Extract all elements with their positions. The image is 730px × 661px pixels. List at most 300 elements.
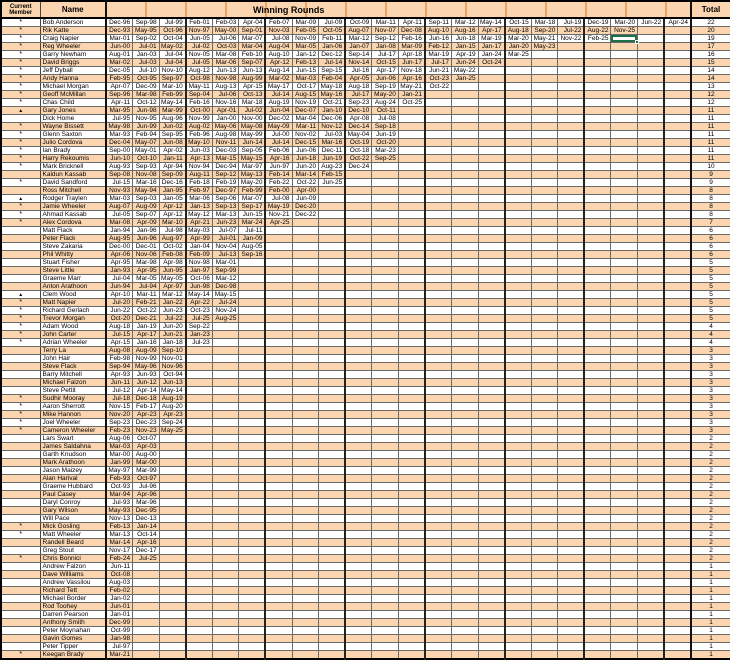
cell-date[interactable]	[398, 307, 425, 315]
cell-member-marker[interactable]	[1, 603, 40, 611]
cell-date[interactable]	[452, 139, 479, 147]
cell-date[interactable]	[478, 523, 505, 531]
cell-date[interactable]	[452, 539, 479, 547]
cell-date[interactable]	[345, 299, 372, 307]
cell-date[interactable]	[452, 299, 479, 307]
cell-member-marker[interactable]	[1, 171, 40, 179]
cell-total[interactable]: 5	[691, 283, 730, 291]
cell-date[interactable]: Oct-13	[239, 91, 266, 99]
cell-member-marker[interactable]	[1, 579, 40, 587]
cell-date[interactable]: May-02	[159, 43, 186, 51]
cell-date[interactable]: Oct-02	[159, 243, 186, 251]
header-total[interactable]: Total	[691, 1, 730, 18]
cell-date[interactable]	[611, 275, 638, 283]
cell-date[interactable]	[292, 443, 319, 451]
cell-date[interactable]	[531, 315, 558, 323]
cell-date[interactable]	[584, 475, 611, 483]
cell-date[interactable]: Sep-15	[319, 67, 346, 75]
cell-member-marker[interactable]: *	[1, 51, 40, 59]
cell-date[interactable]: Jul-02	[186, 43, 213, 51]
cell-total[interactable]: 3	[691, 363, 730, 371]
cell-date[interactable]	[664, 523, 691, 531]
cell-date[interactable]: Apr-07	[106, 83, 133, 91]
cell-date[interactable]	[611, 467, 638, 475]
cell-date[interactable]	[584, 251, 611, 259]
cell-date[interactable]	[505, 331, 532, 339]
cell-date[interactable]	[664, 475, 691, 483]
cell-date[interactable]	[611, 579, 638, 587]
cell-date[interactable]	[372, 251, 399, 259]
cell-date[interactable]	[212, 531, 239, 539]
cell-date[interactable]: Jun-18	[292, 155, 319, 163]
cell-date[interactable]	[186, 603, 213, 611]
cell-date[interactable]: Mar-04	[292, 115, 319, 123]
cell-total[interactable]: 16	[691, 51, 730, 59]
cell-date[interactable]	[638, 571, 665, 579]
cell-date[interactable]	[558, 411, 585, 419]
cell-date[interactable]: Jul-11	[239, 227, 266, 235]
cell-date[interactable]	[425, 587, 452, 595]
cell-date[interactable]: Mar-16	[133, 179, 160, 187]
cell-date[interactable]	[531, 595, 558, 603]
cell-date[interactable]: Aug-19	[159, 395, 186, 403]
cell-date[interactable]	[212, 371, 239, 379]
cell-date[interactable]	[611, 371, 638, 379]
cell-date[interactable]: Dec-97	[212, 187, 239, 195]
cell-date[interactable]	[611, 563, 638, 571]
cell-date[interactable]	[558, 515, 585, 523]
cell-date[interactable]: Jun-05	[186, 35, 213, 43]
cell-date[interactable]	[292, 419, 319, 427]
cell-date[interactable]	[452, 91, 479, 99]
cell-date[interactable]	[478, 219, 505, 227]
cell-date[interactable]	[133, 587, 160, 595]
cell-date[interactable]	[159, 435, 186, 443]
cell-date[interactable]: Mar-18	[531, 18, 558, 27]
cell-date[interactable]: Dec-21	[133, 315, 160, 323]
cell-date[interactable]	[398, 315, 425, 323]
cell-date[interactable]	[611, 379, 638, 387]
cell-date[interactable]	[505, 211, 532, 219]
cell-date[interactable]	[558, 499, 585, 507]
cell-date[interactable]: May-00	[212, 27, 239, 35]
cell-name[interactable]: Steve Flack	[40, 363, 106, 371]
cell-date[interactable]	[584, 387, 611, 395]
cell-date[interactable]	[664, 363, 691, 371]
cell-member-marker[interactable]: *	[1, 67, 40, 75]
cell-date[interactable]	[265, 315, 292, 323]
cell-date[interactable]	[664, 595, 691, 603]
cell-date[interactable]	[133, 595, 160, 603]
cell-date[interactable]: May-04	[345, 131, 372, 139]
cell-date[interactable]	[638, 107, 665, 115]
cell-date[interactable]	[531, 291, 558, 299]
cell-total[interactable]: 4	[691, 323, 730, 331]
cell-date[interactable]	[638, 395, 665, 403]
cell-date[interactable]: Mar-94	[106, 491, 133, 499]
cell-name[interactable]: Mark Arathoon	[40, 459, 106, 467]
cell-date[interactable]: Jan-23	[186, 331, 213, 339]
cell-date[interactable]	[638, 227, 665, 235]
cell-date[interactable]	[425, 379, 452, 387]
cell-date[interactable]	[186, 419, 213, 427]
cell-date[interactable]	[478, 387, 505, 395]
cell-date[interactable]	[638, 323, 665, 331]
cell-date[interactable]	[505, 243, 532, 251]
cell-name[interactable]: Keegan Brady	[40, 651, 106, 660]
cell-date[interactable]	[478, 587, 505, 595]
cell-date[interactable]	[664, 635, 691, 643]
cell-date[interactable]: Jun-03	[186, 147, 213, 155]
cell-date[interactable]	[478, 571, 505, 579]
cell-date[interactable]	[558, 603, 585, 611]
cell-date[interactable]	[611, 99, 638, 107]
cell-date[interactable]: Aug-10	[425, 27, 452, 35]
cell-date[interactable]	[133, 571, 160, 579]
cell-date[interactable]	[239, 619, 266, 627]
cell-date[interactable]	[425, 123, 452, 131]
cell-date[interactable]	[531, 259, 558, 267]
cell-date[interactable]: Jul-93	[106, 499, 133, 507]
cell-date[interactable]	[372, 475, 399, 483]
cell-date[interactable]	[505, 131, 532, 139]
cell-date[interactable]	[159, 643, 186, 651]
cell-date[interactable]	[345, 227, 372, 235]
cell-date[interactable]	[239, 403, 266, 411]
cell-date[interactable]: May-23	[531, 43, 558, 51]
cell-member-marker[interactable]	[1, 227, 40, 235]
cell-date[interactable]	[398, 443, 425, 451]
cell-date[interactable]	[638, 51, 665, 59]
cell-date[interactable]	[611, 43, 638, 51]
cell-date[interactable]: Jul-08	[372, 115, 399, 123]
cell-date[interactable]	[212, 579, 239, 587]
cell-date[interactable]	[425, 259, 452, 267]
cell-date[interactable]	[345, 435, 372, 443]
cell-date[interactable]	[611, 67, 638, 75]
cell-date[interactable]: Oct-22	[425, 83, 452, 91]
cell-date[interactable]: Sep-01	[239, 27, 266, 35]
cell-date[interactable]	[505, 91, 532, 99]
cell-date[interactable]	[531, 603, 558, 611]
cell-date[interactable]	[584, 555, 611, 563]
cell-date[interactable]	[611, 363, 638, 371]
cell-date[interactable]	[372, 387, 399, 395]
cell-date[interactable]	[558, 611, 585, 619]
cell-date[interactable]	[664, 107, 691, 115]
cell-date[interactable]: Dec-17	[133, 547, 160, 555]
cell-date[interactable]	[372, 563, 399, 571]
cell-date[interactable]	[638, 627, 665, 635]
cell-name[interactable]: Matt Flack	[40, 227, 106, 235]
cell-date[interactable]	[159, 515, 186, 523]
cell-date[interactable]	[212, 611, 239, 619]
cell-date[interactable]	[505, 603, 532, 611]
cell-date[interactable]	[505, 115, 532, 123]
cell-date[interactable]: Dec-24	[345, 163, 372, 171]
cell-date[interactable]	[505, 563, 532, 571]
cell-date[interactable]	[239, 371, 266, 379]
cell-total[interactable]: 3	[691, 403, 730, 411]
cell-date[interactable]	[611, 555, 638, 563]
cell-date[interactable]	[345, 483, 372, 491]
cell-date[interactable]	[505, 187, 532, 195]
cell-name[interactable]: Adrian Wheeler	[40, 339, 106, 347]
cell-date[interactable]	[531, 307, 558, 315]
cell-date[interactable]	[239, 307, 266, 315]
cell-member-marker[interactable]	[1, 355, 40, 363]
cell-date[interactable]	[452, 243, 479, 251]
cell-date[interactable]	[558, 627, 585, 635]
cell-date[interactable]	[505, 475, 532, 483]
cell-date[interactable]	[425, 251, 452, 259]
cell-date[interactable]	[425, 227, 452, 235]
cell-date[interactable]	[638, 219, 665, 227]
cell-date[interactable]: Sep-02	[133, 35, 160, 43]
cell-date[interactable]	[186, 371, 213, 379]
cell-date[interactable]	[584, 627, 611, 635]
cell-date[interactable]	[265, 491, 292, 499]
cell-date[interactable]: Jul-23	[186, 339, 213, 347]
cell-date[interactable]	[664, 563, 691, 571]
cell-date[interactable]	[505, 419, 532, 427]
cell-date[interactable]	[638, 515, 665, 523]
cell-date[interactable]: Jun-94	[106, 283, 133, 291]
cell-date[interactable]: Dec-98	[212, 283, 239, 291]
cell-date[interactable]	[638, 75, 665, 83]
cell-date[interactable]	[425, 547, 452, 555]
cell-date[interactable]: Oct-03	[212, 43, 239, 51]
cell-member-marker[interactable]: *	[1, 331, 40, 339]
cell-date[interactable]: Mar-12	[159, 291, 186, 299]
cell-date[interactable]	[452, 523, 479, 531]
cell-date[interactable]	[265, 507, 292, 515]
cell-date[interactable]	[212, 475, 239, 483]
cell-date[interactable]	[425, 411, 452, 419]
cell-date[interactable]	[345, 531, 372, 539]
cell-date[interactable]	[425, 611, 452, 619]
cell-total[interactable]: 1	[691, 571, 730, 579]
cell-date[interactable]	[292, 467, 319, 475]
cell-date[interactable]	[452, 547, 479, 555]
cell-date[interactable]: Feb-24	[106, 555, 133, 563]
cell-date[interactable]: Sep-17	[239, 203, 266, 211]
cell-date[interactable]	[611, 83, 638, 91]
cell-date[interactable]	[159, 571, 186, 579]
cell-date[interactable]	[505, 483, 532, 491]
cell-date[interactable]	[372, 491, 399, 499]
cell-total[interactable]: 2	[691, 435, 730, 443]
cell-total[interactable]: 1	[691, 611, 730, 619]
cell-date[interactable]	[638, 35, 665, 43]
cell-date[interactable]: Jan-25	[452, 75, 479, 83]
cell-date[interactable]: Oct-15	[505, 18, 532, 27]
cell-date[interactable]	[425, 299, 452, 307]
cell-total[interactable]: 9	[691, 179, 730, 187]
cell-date[interactable]: Dec-00	[106, 243, 133, 251]
cell-member-marker[interactable]: *	[1, 427, 40, 435]
cell-date[interactable]	[452, 355, 479, 363]
cell-date[interactable]	[398, 587, 425, 595]
cell-date[interactable]	[611, 547, 638, 555]
cell-date[interactable]	[265, 339, 292, 347]
cell-date[interactable]: Jun-15	[239, 211, 266, 219]
cell-total[interactable]: 1	[691, 595, 730, 603]
cell-date[interactable]	[212, 339, 239, 347]
cell-date[interactable]	[584, 419, 611, 427]
cell-date[interactable]	[611, 603, 638, 611]
cell-date[interactable]: Nov-95	[133, 115, 160, 123]
cell-date[interactable]	[372, 195, 399, 203]
cell-date[interactable]	[531, 59, 558, 67]
cell-date[interactable]	[584, 83, 611, 91]
cell-date[interactable]	[239, 315, 266, 323]
cell-date[interactable]	[239, 299, 266, 307]
cell-date[interactable]: Nov-10	[159, 67, 186, 75]
cell-date[interactable]	[558, 219, 585, 227]
cell-date[interactable]: May-12	[186, 211, 213, 219]
cell-date[interactable]: Dec-22	[292, 211, 319, 219]
cell-date[interactable]	[611, 91, 638, 99]
cell-date[interactable]	[505, 579, 532, 587]
cell-date[interactable]: Jan-07	[345, 43, 372, 51]
cell-date[interactable]	[638, 427, 665, 435]
cell-date[interactable]: Jan-13	[186, 203, 213, 211]
cell-date[interactable]	[319, 595, 346, 603]
cell-date[interactable]	[664, 443, 691, 451]
cell-total[interactable]: 2	[691, 483, 730, 491]
cell-date[interactable]: Oct-98	[186, 75, 213, 83]
cell-date[interactable]	[265, 259, 292, 267]
cell-date[interactable]	[531, 179, 558, 187]
cell-date[interactable]	[319, 611, 346, 619]
cell-date[interactable]	[611, 195, 638, 203]
cell-date[interactable]	[319, 395, 346, 403]
cell-total[interactable]: 1	[691, 587, 730, 595]
cell-date[interactable]	[212, 395, 239, 403]
cell-date[interactable]: Apr-17	[133, 331, 160, 339]
cell-date[interactable]	[452, 99, 479, 107]
cell-date[interactable]	[558, 131, 585, 139]
cell-date[interactable]	[319, 195, 346, 203]
cell-date[interactable]	[319, 587, 346, 595]
cell-date[interactable]	[638, 283, 665, 291]
cell-name[interactable]: Gavin Gomes	[40, 635, 106, 643]
cell-date[interactable]	[292, 619, 319, 627]
cell-date[interactable]	[664, 147, 691, 155]
cell-date[interactable]	[452, 163, 479, 171]
cell-date[interactable]: Oct-10	[133, 155, 160, 163]
cell-date[interactable]: Apr-16	[133, 539, 160, 547]
cell-date[interactable]	[531, 347, 558, 355]
cell-date[interactable]	[531, 363, 558, 371]
cell-date[interactable]	[664, 451, 691, 459]
cell-date[interactable]: May-97	[106, 467, 133, 475]
cell-date[interactable]	[398, 491, 425, 499]
cell-total[interactable]: 9	[691, 171, 730, 179]
cell-date[interactable]	[638, 99, 665, 107]
cell-date[interactable]	[398, 243, 425, 251]
cell-date[interactable]	[265, 563, 292, 571]
cell-date[interactable]: Jul-25	[133, 555, 160, 563]
cell-date[interactable]	[398, 523, 425, 531]
cell-date[interactable]	[478, 347, 505, 355]
cell-date[interactable]	[159, 563, 186, 571]
cell-date[interactable]: Nov-09	[292, 35, 319, 43]
cell-member-marker[interactable]: *	[1, 419, 40, 427]
cell-date[interactable]	[319, 187, 346, 195]
cell-date[interactable]	[664, 643, 691, 651]
cell-date[interactable]: May-15	[239, 155, 266, 163]
cell-date[interactable]	[584, 219, 611, 227]
cell-date[interactable]: Jan-09	[239, 235, 266, 243]
cell-date[interactable]: Oct-25	[398, 99, 425, 107]
cell-date[interactable]: Feb-10	[239, 51, 266, 59]
cell-date[interactable]	[664, 419, 691, 427]
cell-member-marker[interactable]	[1, 459, 40, 467]
cell-date[interactable]	[345, 379, 372, 387]
cell-date[interactable]	[478, 595, 505, 603]
cell-date[interactable]	[292, 299, 319, 307]
cell-total[interactable]: 17	[691, 43, 730, 51]
cell-date[interactable]	[425, 387, 452, 395]
cell-date[interactable]	[159, 611, 186, 619]
cell-date[interactable]	[558, 643, 585, 651]
cell-date[interactable]	[664, 627, 691, 635]
cell-date[interactable]	[133, 603, 160, 611]
cell-date[interactable]	[505, 203, 532, 211]
cell-date[interactable]	[186, 467, 213, 475]
cell-date[interactable]	[265, 331, 292, 339]
cell-date[interactable]	[292, 267, 319, 275]
cell-name[interactable]: Joel Wheeler	[40, 419, 106, 427]
cell-date[interactable]	[664, 251, 691, 259]
cell-date[interactable]	[558, 507, 585, 515]
cell-date[interactable]	[292, 547, 319, 555]
cell-name[interactable]: Kaldun Kassab	[40, 171, 106, 179]
cell-date[interactable]	[186, 643, 213, 651]
cell-date[interactable]	[425, 147, 452, 155]
cell-date[interactable]: Jan-17	[478, 43, 505, 51]
cell-date[interactable]: Aug-93	[106, 163, 133, 171]
cell-date[interactable]	[425, 315, 452, 323]
cell-date[interactable]	[452, 267, 479, 275]
cell-date[interactable]	[664, 539, 691, 547]
cell-date[interactable]: Jan-20	[505, 43, 532, 51]
cell-date[interactable]	[584, 227, 611, 235]
cell-date[interactable]	[505, 443, 532, 451]
cell-date[interactable]	[664, 291, 691, 299]
cell-date[interactable]	[425, 363, 452, 371]
cell-date[interactable]	[584, 595, 611, 603]
cell-date[interactable]: Jul-15	[106, 179, 133, 187]
cell-member-marker[interactable]	[1, 563, 40, 571]
cell-date[interactable]: Jan-12	[292, 51, 319, 59]
cell-date[interactable]	[611, 51, 638, 59]
cell-date[interactable]	[531, 283, 558, 291]
cell-date[interactable]: Feb-23	[106, 427, 133, 435]
cell-date[interactable]: Jul-99	[159, 18, 186, 27]
cell-date[interactable]	[265, 411, 292, 419]
cell-date[interactable]: May-14	[186, 291, 213, 299]
cell-date[interactable]	[372, 419, 399, 427]
cell-date[interactable]: May-22	[452, 67, 479, 75]
cell-date[interactable]	[664, 235, 691, 243]
cell-date[interactable]	[398, 635, 425, 643]
cell-date[interactable]: Nov-12	[319, 123, 346, 131]
cell-date[interactable]	[186, 627, 213, 635]
cell-date[interactable]: Aug-98	[212, 131, 239, 139]
